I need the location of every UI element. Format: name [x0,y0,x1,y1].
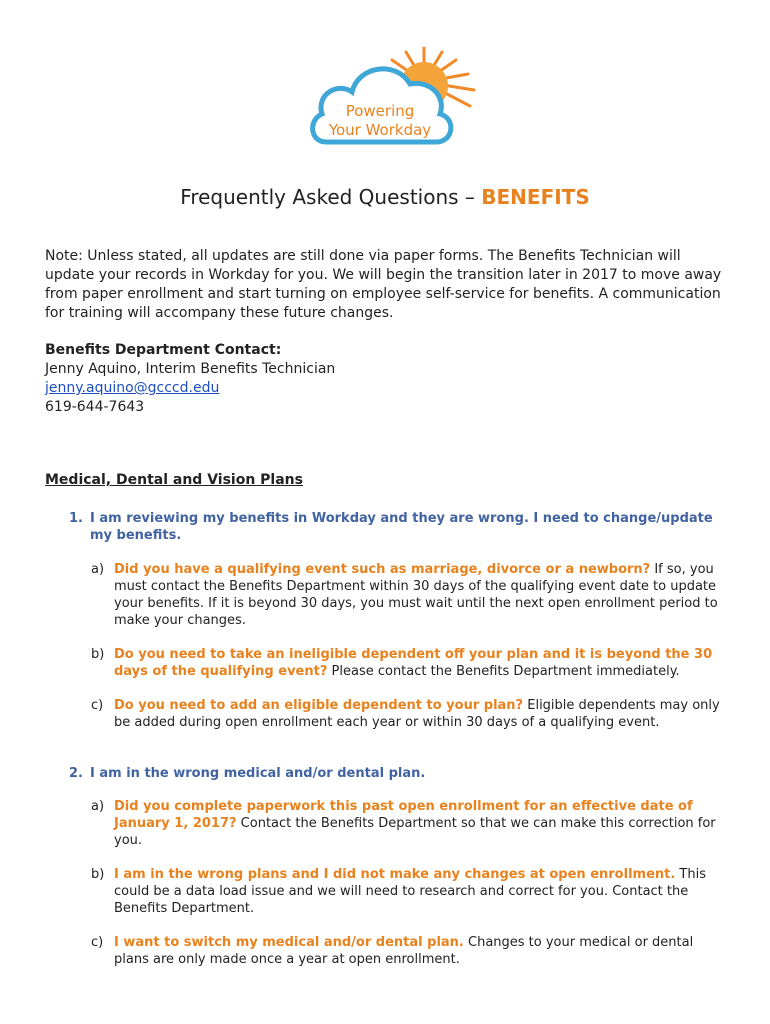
answer-letter: a) [91,562,105,577]
answer-text: Changes to your medical or dental plans are only made once a year at open enrollment. [114,935,694,967]
sun-cloud-icon [306,42,482,160]
answer-letter: c) [91,698,104,713]
question-text: I am reviewing my benefits in Workday and they are wrong. I need to change/update my benefits. [90,511,713,543]
page-title [0,185,770,209]
note-paragraph: Note: Unless stated, all updates are still done via paper forms. The Benefits Technician will update your records in Workday for you. We will begin the transition later in 2017 to move away from paper enrollment and start turning on employee self-service for benefits. A communication for training will accompany these future changes. [45,248,722,321]
answer-text: Eligible dependents may only be added during open enrollment each year or within 30 days of a qualifying event. [114,698,720,730]
contact-email-link[interactable]: jenny.aquino@gcccd.edu [45,380,220,396]
answer-text: Please contact the Benefits Department immediately. [327,664,680,679]
question-number: 1. [69,511,83,526]
logo-line2: Your Workday [328,121,432,139]
answer-highlight: I want to switch my medical and/or dental plan. [114,935,464,950]
answer-highlight: Do you need to take an ineligible dependent off your plan and it is beyond the 30 days of the qualifying event? [114,647,713,679]
logo-line1: Powering [345,102,415,120]
answer-1c [91,697,731,731]
answer-2b [91,866,731,917]
powering-your-workday-logo [306,42,482,160]
title-accent: BENEFITS [481,185,590,209]
answer-highlight: Do you need to add an eligible dependent to your plan? [114,698,524,713]
answer-letter: a) [91,799,105,814]
question-number: 2. [69,766,83,781]
contact-block [45,341,725,417]
answer-2a [91,798,731,849]
answer-highlight: Did you complete paperwork this past open enrollment for an effective date of January 1, 2017? [114,799,693,831]
answer-text: This could be a data load issue and we will need to research and correct for you. Contact the Benefits Department. [114,867,706,916]
answer-highlight: Did you have a qualifying event such as marriage, divorce or a newborn? [114,562,651,577]
section-heading: Medical, Dental and Vision Plans [45,472,303,488]
question-2 [69,765,719,782]
contact-phone: 619-644-7643 [45,399,145,415]
answer-letter: b) [91,867,105,882]
contact-name: Jenny Aquino, Interim Benefits Technician [45,361,336,377]
answer-letter: b) [91,647,105,662]
answer-1b [91,646,731,680]
answer-2c [91,934,731,968]
question-text: I am in the wrong medical and/or dental plan. [90,766,426,781]
answer-text: If so, you must contact the Benefits Department within 30 days of the qualifying event date to update your benefits. If it is beyond 30 days, you must wait until the next open enrollment period to make your changes. [114,562,718,628]
question-1 [69,510,719,544]
answer-letter: c) [91,935,104,950]
answer-highlight: I am in the wrong plans and I did not make any changes at open enrollment. [114,867,676,882]
title-main: Frequently Asked Questions – [180,185,482,209]
answer-text: Contact the Benefits Department so that we can make this correction for you. [114,816,716,848]
contact-label: Benefits Department Contact: [45,342,282,358]
answer-1a [91,561,731,629]
